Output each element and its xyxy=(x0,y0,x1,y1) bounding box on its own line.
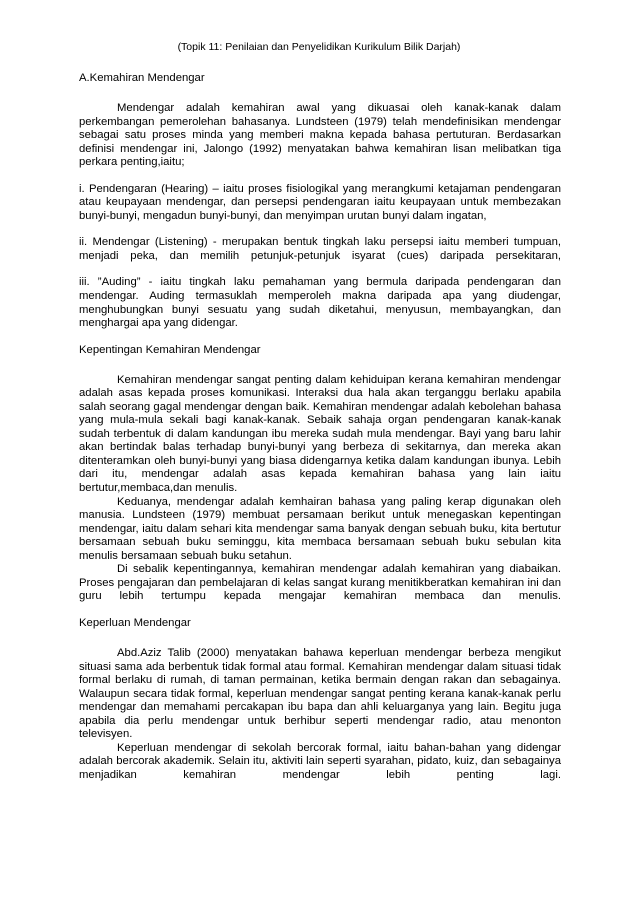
paragraph-definition: Mendengar adalah kemahiran awal yang dikuasai oleh kanak-kanak dalam perkembangan pemerolehan bahasanya. Lundsteen (1979) telah mendefinisikan mendengar sebagai satu proses minda yang memberi makna kepada bahasa pertuturan. Berdasarkan definisi mendengar ini, Jalongo (1992) menyatakan bahwa kemahiran lisan melibatkan tiga perkara penting,iaitu; xyxy=(79,102,561,169)
paragraph-kepentingan-2: Keduanya, mendengar adalah kemhairan bahasa yang paling kerap digunakan oleh manusia. Lundsteen (1979) membuat persamaan berikut untuk menegaskan kepentingan mendengar, iaitu dalam sehari kita mendengar sama banyak dengan sebuah buku, kita bertutur bersamaan sebuah buku seminggu, kita membaca bersamaan sebuah buku sebulan kita menulis bersamaan sebuah buku setahun. xyxy=(79,495,561,562)
section-heading-keperluan: Keperluan Mendengar xyxy=(79,616,191,629)
paragraph-kepentingan-1: Kemahiran mendengar sangat penting dalam kehiduipan kerana kemahiran mendengar adalah asas kepada proses komunikasi. Interaksi dua hala akan terganggu berlaku apabila salah seorang gagal mendengar dengan baik. Kemahiran mendengar adalah kebolehan bahasa yang mula-mula sekali bagi kanak-kanak. Sebaik sahaja organ pendengaran kanak-kanak sudah terbentuk di dalam kandungan ibu mereka sudah mula mendengar. Bayi yang baru lahir akan bertindak balas terhadap bunyi-bunyi yang berbeza di sekitarnya, dan mereka akan ditenteramkan oleh bunyi-bunyi yang biasa didengarnya ketika dalam kandungan ibunya. Lebih dari itu, mendengar adalah asas kepada kemahiran bahasa yang lain iaitu bertutur,membaca,dan menulis. xyxy=(79,373,561,495)
paragraph-kepentingan-3: Di sebalik kepentingannya, kemahiran mendengar adalah kemahiran yang diabaikan. Proses pengajaran dan pembelajaran di kelas sangat kurang menitikberatkan kemahiran ini dan guru lebih tertumpu kepada mengajar kemahiran membaca dan menulis. xyxy=(79,563,561,603)
paragraph-keperluan-1: Abd.Aziz Talib (2000) menyatakan bahawa keperluan mendengar berbeza mengikut situasi sama ada berbentuk tidak formal atau formal. Kemahiran mendengar dalam situasi tidak formal berlaku di rumah, di taman permainan, ketika bermain dengan rakan dan sebagainya. Walaupun secara tidak formal, keperluan mendengar sangat penting kerana kanak-kanak perlu mendengar dan memahami percakapan ibu bapa dan ahli keluarganya yang lain. Begitu juga apabila dia perlu mendengar untuk berhibur seperti mendengar radio, atau menonton televisyen. xyxy=(79,646,561,741)
list-item-auding: iii. ”Auding” - iaitu tingkah laku pemahaman yang bermula daripada pendengaran dan mendengar. Auding termasuklah memperoleh makna daripada apa yang diudengar, menghubungkan bunyi sesuatu yang sudah diketahui, menyusun, membayangkan, dan menghargai apa yang didengar. xyxy=(79,276,561,330)
section-heading-kepentingan: Kepentingan Kemahiran Mendengar xyxy=(79,343,261,356)
document-body xyxy=(79,72,561,782)
list-item-hearing: i. Pendengaran (Hearing) – iaitu proses fisiologikal yang merangkumi ketajaman pendengaran atau keupayaan mendengar, dan persepsi pendengaran iaitu keupayaan untuk membezakan bunyi-bunyi, mengadun bunyi-bunyi, dan menyimpan urutan bunyi dalam ingatan, xyxy=(79,182,561,222)
paragraph-keperluan-2: Keperluan mendengar di sekolah bercorak formal, iaitu bahan-bahan yang didengar adalah bercorak akademik. Selain itu, aktiviti lain seperti syarahan, pidato, kuiz, dan sebagainya menjadikan kemahiran mendengar lebih penting lagi. xyxy=(79,741,561,781)
list-item-listening: ii. Mendengar (Listening) - merupakan bentuk tingkah laku persepsi iaitu memberi tumpuan, menjadi peka, dan memilih petunjuk-petunjuk isyarat (cues) daripada persekitaran, xyxy=(79,236,561,262)
page-header: (Topik 11: Penilaian dan Penyelidikan Kurikulum Bilik Darjah) xyxy=(177,41,461,53)
section-heading-kemahiran-mendengar: A.Kemahiran Mendengar xyxy=(79,72,205,84)
